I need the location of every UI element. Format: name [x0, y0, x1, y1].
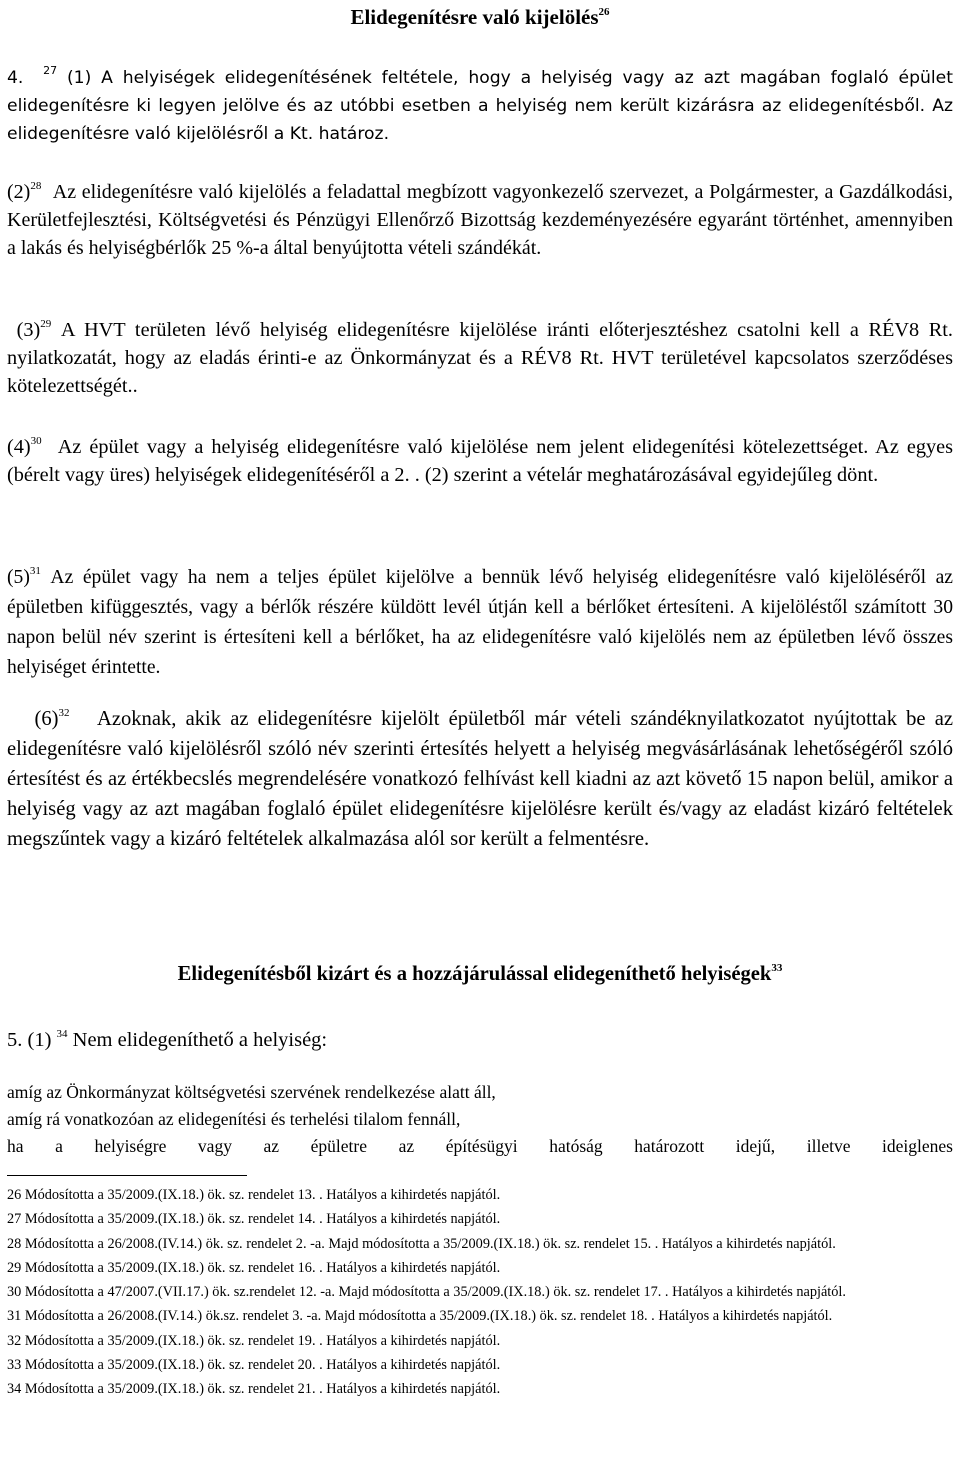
- paragraph-4-1: [7, 64, 953, 148]
- section-heading-excluded: [7, 961, 953, 987]
- paragraph-3: [7, 316, 953, 400]
- footnote: 32 Módosította a 35/2009.(IX.18.) ök. sz. rendelet 19. . Hatályos a kihirdetés napjától.: [7, 1332, 501, 1349]
- footnotes: [7, 1183, 953, 1402]
- footnote-ref: 29: [40, 318, 52, 330]
- footnote-ref: 30: [30, 435, 42, 447]
- footnote: 33 Módosította a 35/2009.(IX.18.) ök. sz. rendelet 20. . Hatályos a kihirdetés napjától.: [7, 1357, 501, 1374]
- list-item: amíg az Önkormányzat költségvetési szervének rendelkezése alatt áll,: [7, 1082, 496, 1102]
- footnote: 34 Módosította a 35/2009.(IX.18.) ök. sz. rendelet 21. . Hatályos a kihirdetés napjától.: [7, 1381, 501, 1398]
- paragraph-text: Az épület vagy a helyiség elidegenítésre való kijelölése nem jelent elidegenítési kötelezettséget. Az egyes (bérelt vagy üres) helyiségek elidegenítéséről a 2. . (2) szerint a vételár meghatározásával egyidejűleg dönt.: [7, 436, 954, 486]
- paragraph-text: Nem elidegeníthető a helyiség:: [72, 1029, 328, 1051]
- paragraph-number: (2): [7, 181, 31, 203]
- paragraph-text: A HVT területen lévő helyiség elidegenítésre kijelölése iránti előterjesztéshez csatolni kell a RÉV8 Rt. nyilatkozatát, hogy az eladás érinti-e az Önkormányzat és a RÉV8 Rt. HVT területével kapcsolatos szerződéses kötelezettségét..: [7, 319, 953, 397]
- paragraph-text: (1) A helyiségek elidegenítésének feltétele, hogy a helyiség vagy az azt magában foglaló épület elidegenítésre ki legyen jelölve és az utóbbi esetben a helyiség nem került kizárásra az elidegenítésből. Az elidegenítésre való kijelölésről a Kt. határoz.: [7, 68, 953, 144]
- list-item: ha a helyiségre vagy az épületre az építésügyi hatóság határozott idejű, illetve ideiglenes: [7, 1136, 953, 1156]
- list-item: amíg rá vonatkozóan az elidegenítési és terhelési tilalom fennáll,: [7, 1109, 461, 1129]
- paragraph-text: Azoknak, akik az elidegenítésre kijelölt épületből már vételi szándéknyilatkozatot nyújtottak be az elidegenítésre való kijelölésről szóló név szerinti értesítés helyett a helyiség megvásárlásának lehetőségéről szóló értesítést és az értékbecslés megrendelésére vonatkozó felhívást kell kiadni az azt követő 15 napon belül, amikor a helyiség vagy az azt magában foglaló épület elidegenítésre kijelölésre került és/vagy az eladást kizáró feltételek megszűntek vagy a kizáró feltételek alkalmazása alól sor került a felmentésre.: [7, 708, 954, 850]
- section-5-intro: [7, 1026, 953, 1054]
- footnote-ref: 27: [43, 64, 58, 77]
- footnote-ref: 31: [29, 565, 41, 577]
- footnote: 26 Módosította a 35/2009.(IX.18.) ök. sz. rendelet 13. . Hatályos a kihirdetés napjától.: [7, 1187, 501, 1203]
- paragraph-2: [7, 178, 953, 262]
- paragraph-number: (5): [7, 567, 30, 588]
- footnote: 30 Módosította a 47/2007.(VII.17.) ök. sz.rendelet 12. -a. Majd módosította a 35/2009.(IX.18.) ök. sz. rendelet 17. . Hatályos a kihirdetés napjától.: [7, 1284, 846, 1301]
- footnote: 27 Módosította a 35/2009.(IX.18.) ök. sz. rendelet 14. . Hatályos a kihirdetés napjától.: [7, 1211, 501, 1228]
- section-number: 4.: [7, 68, 24, 88]
- condition-list: [7, 1079, 953, 1160]
- paragraph-number: (6): [34, 708, 59, 730]
- footnote-ref: 34: [56, 1028, 68, 1040]
- footnote-ref: 28: [30, 180, 42, 192]
- footnote-ref: 32: [58, 707, 70, 719]
- footnote: 28 Módosította a 26/2008.(IV.14.) ök. sz. rendelet 2. -a. Majd módosította a 35/2009.(IX.18.) ök. sz. rendelet 15. . Hatályos a kihirdetés napjától.: [7, 1235, 836, 1252]
- footnote: 29 Módosította a 35/2009.(IX.18.) ök. sz. rendelet 16. . Hatályos a kihirdetés napjától.: [7, 1259, 501, 1276]
- footnote-ref: 26: [598, 6, 610, 18]
- footnote: 31 Módosította a 26/2008.(IV.14.) ök.sz. rendelet 3. -a. Majd módosította a 35/2009.(IX.18.) ök. sz. rendelet 18. . Hatályos a kihirdetés napjától.: [7, 1308, 833, 1325]
- section-number: 5. (1): [7, 1029, 52, 1051]
- paragraph-number: (4): [7, 436, 31, 458]
- paragraph-text: Az elidegenítésre való kijelölés a feladattal megbízott vagyonkezelő szervezet, a Polgármester, a Gazdálkodási, Kerületfejlesztési, Költségvetési és Pénzügyi Ellenőrző Bizottság kezdeményezésére egyaránt történhet, amennyiben a lakás és helyiségbérlők 25 %-a által benyújtotta vételi szándékát.: [7, 181, 953, 259]
- footnote-ref: 33: [771, 962, 783, 974]
- paragraph-4: [7, 433, 953, 489]
- paragraph-6: [7, 704, 953, 854]
- section-heading-designation: [7, 4, 953, 30]
- paragraph-text: Az épület vagy ha nem a teljes épület kijelölve a bennük lévő helyiség elidegenítésre való kijelöléséről az épületben kifüggesztés, vagy a bérlők részére küldött levél útján kell a bérlőket értesíteni. A kijelöléstől számított 30 napon belül név szerint is értesíteni kell a bérlőket, ha az elidegenítésre való kijelölés nem az épületben lévő összes helyiséget érintette.: [7, 567, 953, 678]
- paragraph-number: (3): [16, 319, 41, 341]
- heading-text: Elidegenítésre való kijelölés: [350, 5, 599, 29]
- heading-text: Elidegenítésből kizárt és a hozzájárulással elidegeníthető helyiségek: [177, 963, 772, 985]
- paragraph-5: [7, 563, 953, 683]
- footnote-separator: [7, 1175, 247, 1176]
